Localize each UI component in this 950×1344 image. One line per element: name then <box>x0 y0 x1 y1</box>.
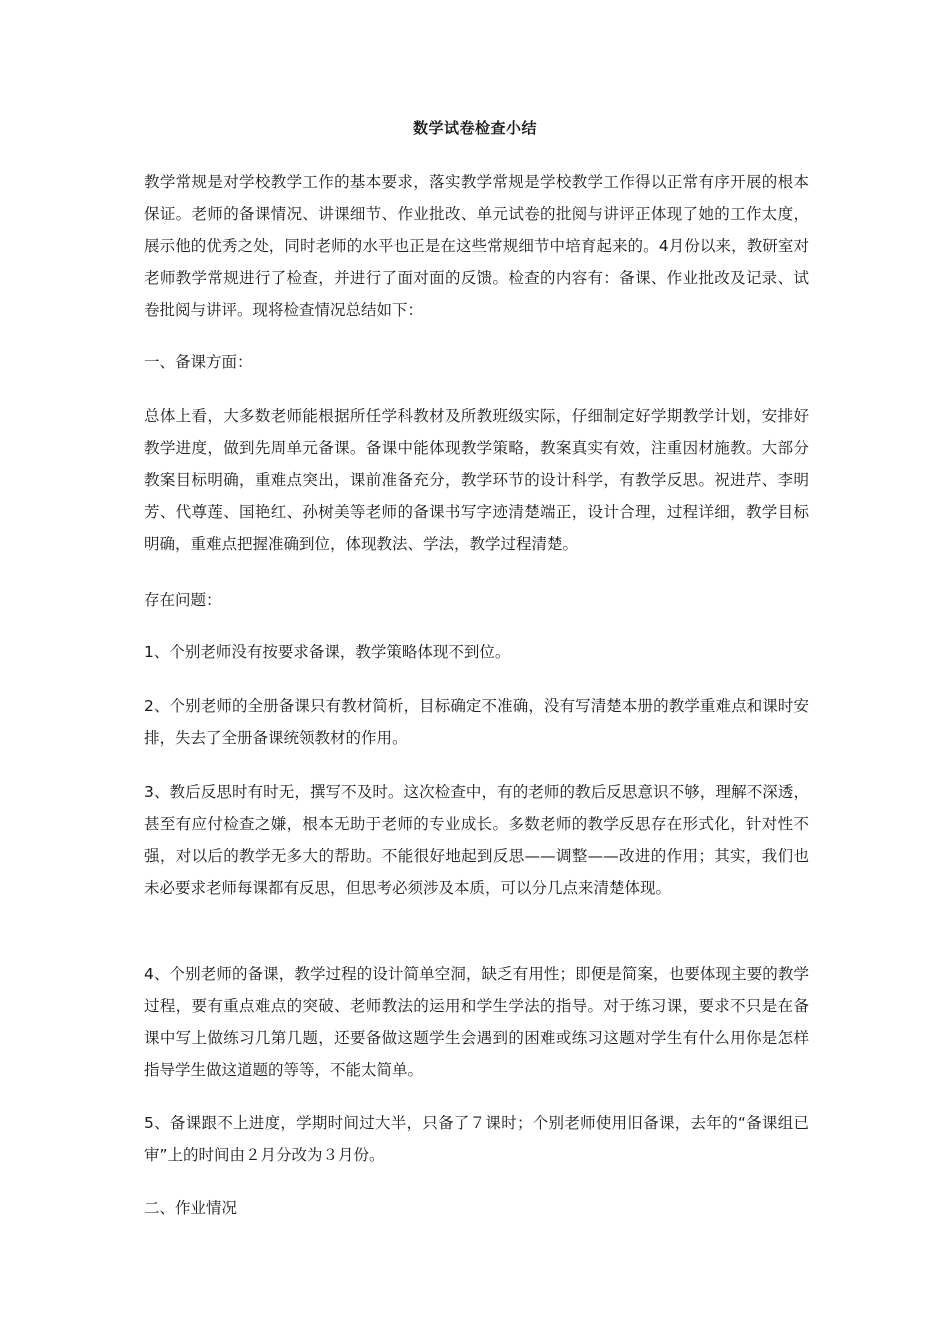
problem-5-paragraph: 5、备课跟不上进度，学期时间过大半，只备了７课时；个别老师使用旧备课，去年的“备课组已审”上的时间由２月分改为３月份。 <box>144 1114 809 1164</box>
problem-1-paragraph: 1、个别老师没有按要求备课，教学策略体现不到位。 <box>144 643 511 661</box>
document-title: 数学试卷检查小结 <box>412 119 537 137</box>
problem-4-paragraph: 4、个别老师的备课，教学过程的设计简单空洞，缺乏有用性；即便是简案，也要体现主要的教学过程，要有重点难点的突破、老师教法的运用和学生学法的指导。对于练习课，要求不只是在备课中写上做练习几第几题，还要备做这题学生会遇到的困难或练习这题对学生有什么用你是怎样指导学生做这道题的等等，不能太简单。 <box>144 965 809 1079</box>
section1-summary-paragraph: 总体上看，大多数老师能根据所任学科教材及所教班级实际，仔细制定好学期教学计划，安排好教学进度，做到先周单元备课。备课中能体现教学策略，教案真实有效，注重因材施教。大部分教案目标明确，重难点突出，课前准备充分，教学环节的设计科学，有教学反思。祝进芹、李明芳、代尊莲、国艳红、孙树美等老师的备课书写字迹清楚端正，设计合理，过程详细，教学目标明确，重难点把握准确到位，体现教法、学法，教学过程清楚。 <box>144 407 809 553</box>
problem-2-paragraph: 2、个别老师的全册备课只有教材简析，目标确定不准确，没有写清楚本册的教学重难点和课时安排，失去了全册备课统领教材的作用。 <box>144 697 809 747</box>
intro-paragraph: 教学常规是对学校教学工作的基本要求，落实教学常规是学校教学工作得以正常有序开展的根本保证。老师的备课情况、讲课细节、作业批改、单元试卷的批阅与讲评正体现了她的工作太度，展示他的优秀之处，同时老师的水平也正是在这些常规细节中培育起来的。4月份以来，教研室对老师教学常规进行了检查，并进行了面对面的反馈。检查的内容有：备课、作业批改及记录、试卷批阅与讲评。现将检查情况总结如下： <box>144 173 809 319</box>
section2-heading: 二、作业情况 <box>144 1199 238 1217</box>
section1-heading: 一、备课方面： <box>144 353 253 371</box>
problem-3-paragraph: 3、教后反思时有时无，撰写不及时。这次检查中，有的老师的教后反思意识不够，理解不深透，甚至有应付检查之嫌，根本无助于老师的专业成长。多数老师的教学反思存在形式化，针对性不强，对以后的教学无多大的帮助。不能很好地起到反思——调整——改进的作用；其实，我们也未必要求老师每课都有反思，但思考必须涉及本质，可以分几点来清楚体现。 <box>144 783 809 897</box>
problems-heading: 存在问题： <box>144 591 222 609</box>
